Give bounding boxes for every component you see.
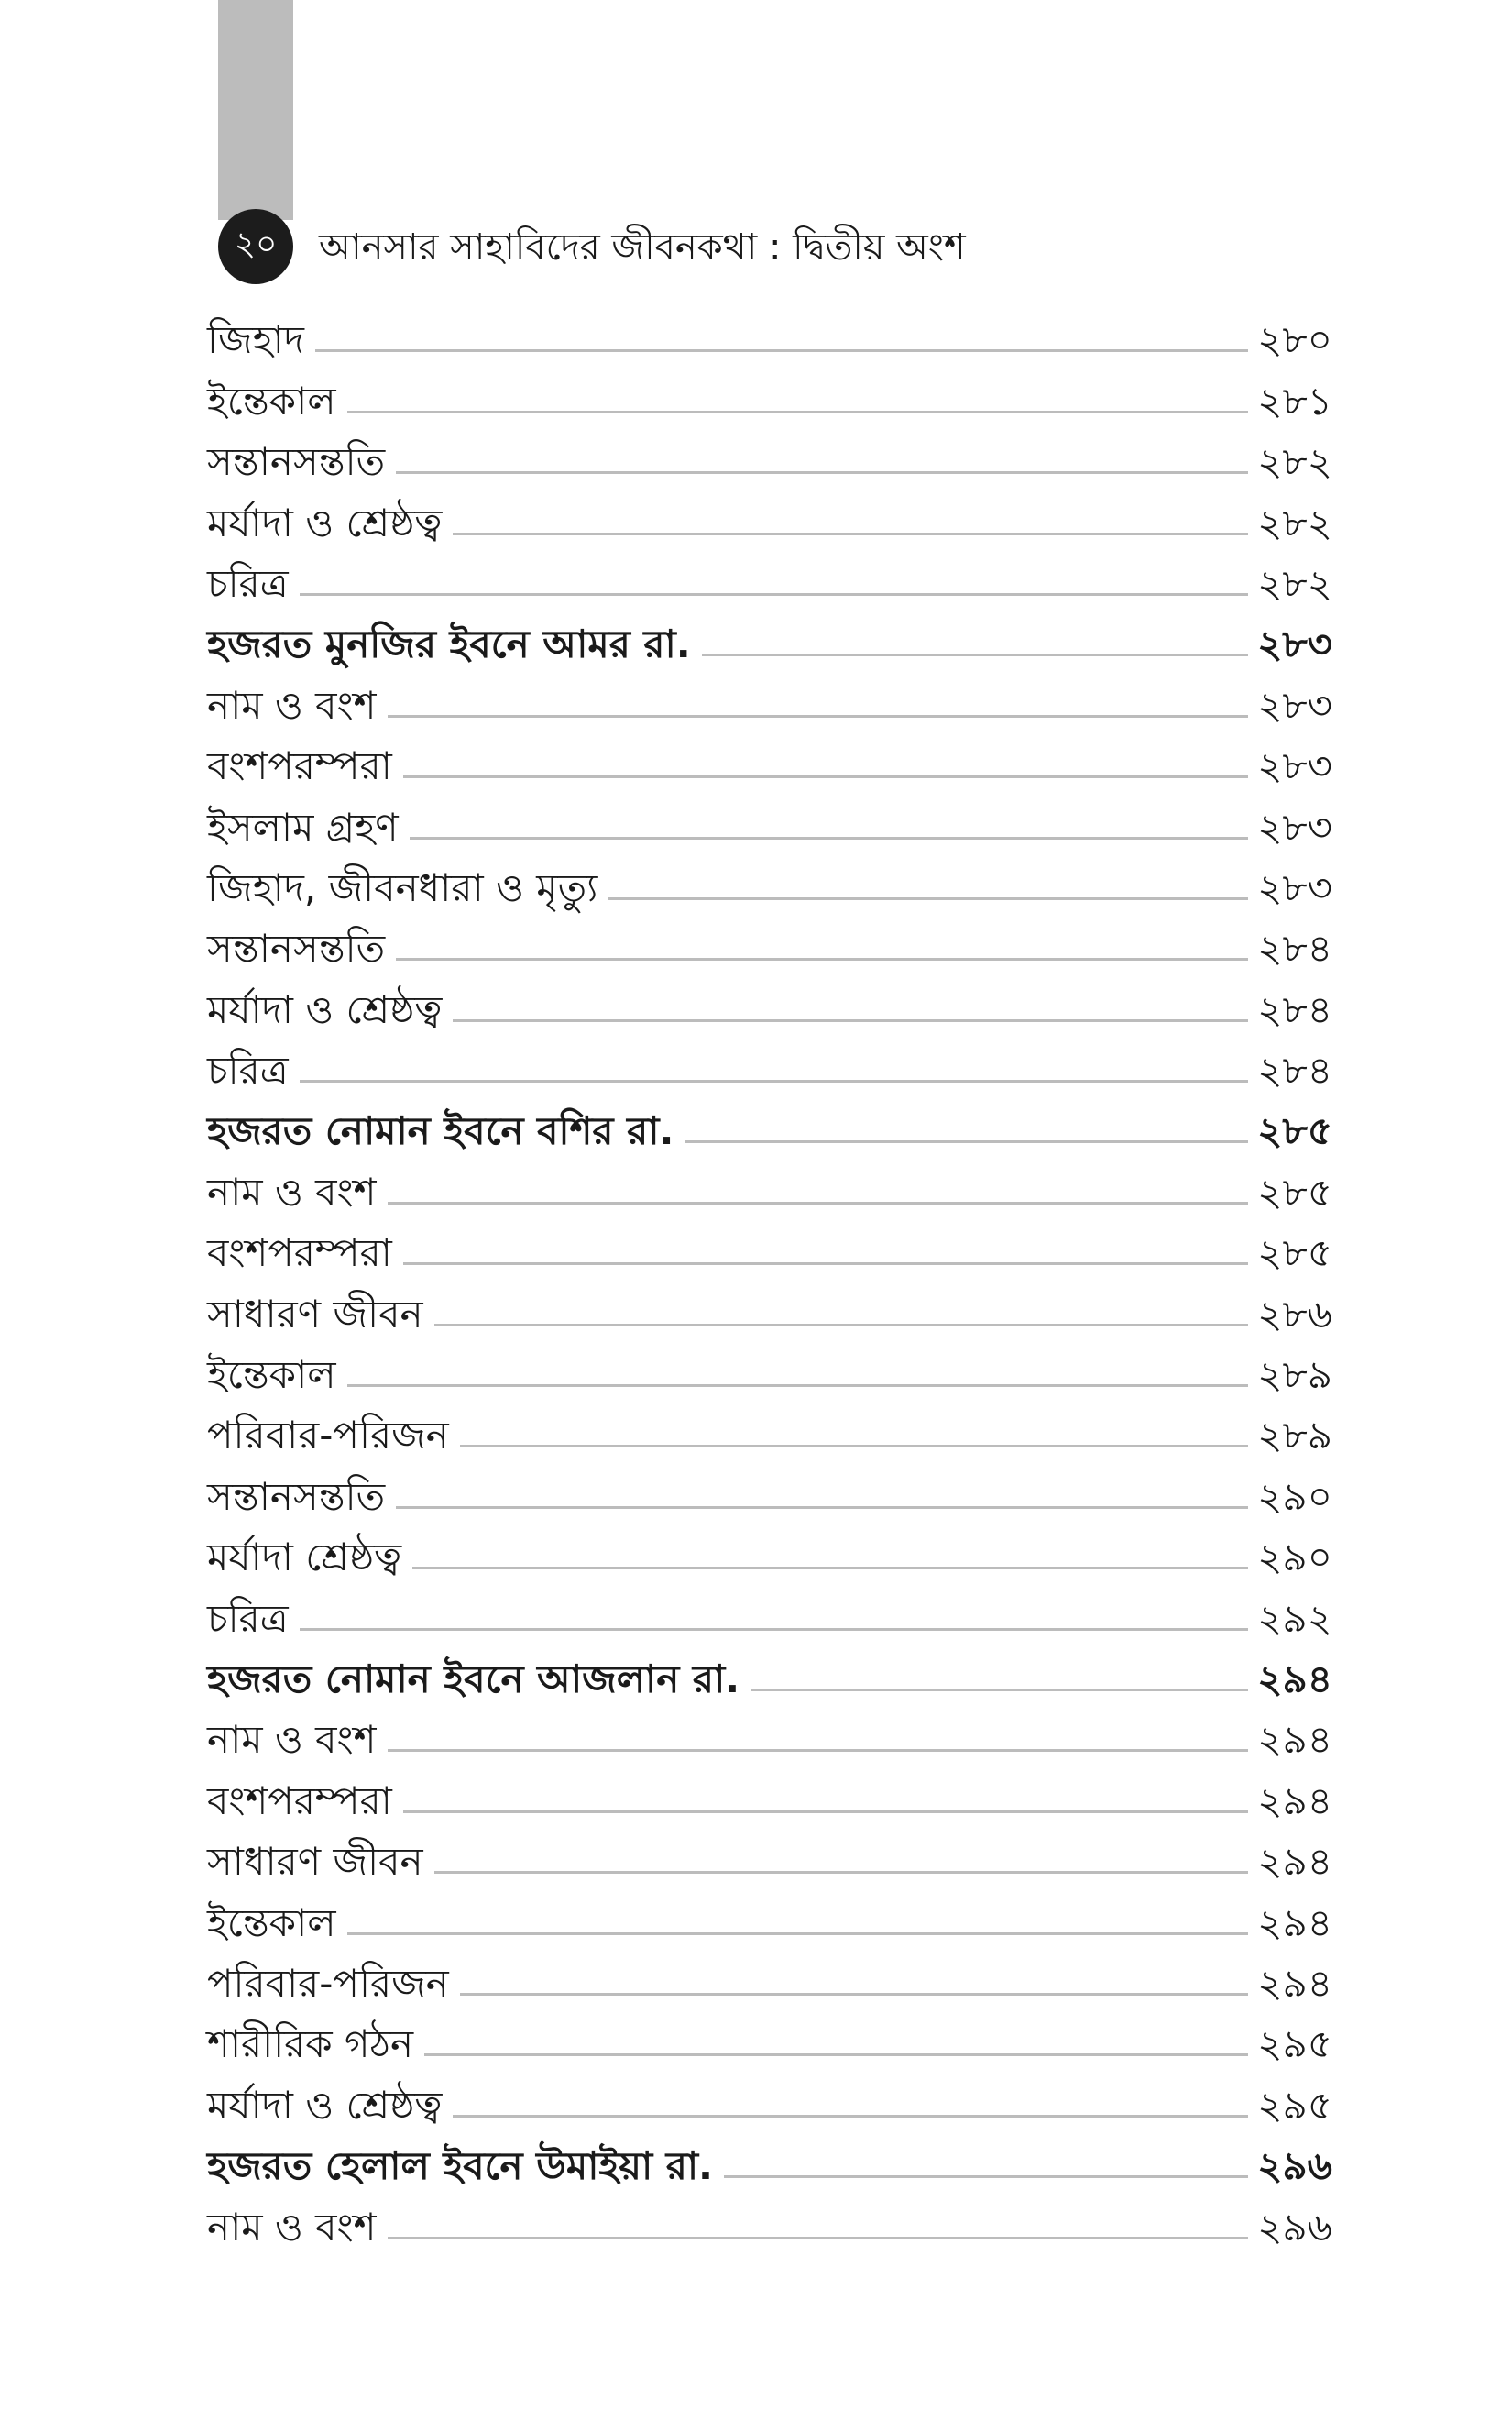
toc-heading-row[interactable] bbox=[207, 1642, 1332, 1702]
toc-entry-page: ২৮৩ bbox=[1257, 864, 1332, 910]
toc-entry-page: ২৮৫ bbox=[1257, 1108, 1332, 1154]
toc-entry-page: ২৯০ bbox=[1257, 1534, 1332, 1580]
toc-entry-page: ২৮৬ bbox=[1257, 1291, 1332, 1336]
table-of-contents bbox=[207, 302, 1332, 2250]
toc-entry-title: সন্তানসন্ততি bbox=[207, 439, 386, 485]
toc-entry-page: ২৮৯ bbox=[1257, 1352, 1332, 1398]
toc-entry-title: নাম ও বংশ bbox=[207, 1717, 377, 1763]
toc-row[interactable] bbox=[207, 1337, 1332, 1398]
toc-row[interactable] bbox=[207, 363, 1332, 424]
toc-row[interactable] bbox=[207, 1824, 1332, 1885]
toc-entry-title: হজরত নোমান ইবনে আজলান রা. bbox=[207, 1656, 740, 1701]
toc-leader-line bbox=[347, 1932, 1249, 1935]
toc-entry-page: ২৯৪ bbox=[1257, 1656, 1332, 1701]
toc-leader-line bbox=[460, 1993, 1248, 1996]
toc-entry-title: ইন্তেকাল bbox=[207, 1899, 336, 1945]
toc-entry-page: ২৮২ bbox=[1257, 500, 1332, 545]
toc-row[interactable] bbox=[207, 1398, 1332, 1458]
toc-row[interactable] bbox=[207, 1885, 1332, 1945]
toc-entry-title: মর্যাদা শ্রেষ্ঠত্ব bbox=[207, 1534, 402, 1580]
toc-entry-page: ২৯৪ bbox=[1257, 1839, 1332, 1885]
toc-leader-line bbox=[460, 1445, 1248, 1447]
toc-row[interactable] bbox=[207, 424, 1332, 485]
toc-entry-title: সাধারণ জীবন bbox=[207, 1291, 423, 1336]
toc-entry-page: ২৮৩ bbox=[1257, 804, 1332, 850]
toc-entry-page: ২৯৪ bbox=[1257, 1777, 1332, 1823]
toc-entry-page: ২৮৩ bbox=[1257, 622, 1332, 667]
toc-row[interactable] bbox=[207, 1216, 1332, 1276]
toc-entry-title: শারীরিক গঠন bbox=[207, 2021, 414, 2067]
toc-leader-line bbox=[396, 471, 1248, 474]
toc-row[interactable] bbox=[207, 1276, 1332, 1336]
toc-heading-row[interactable] bbox=[207, 1094, 1332, 1154]
toc-entry-page: ২৮০ bbox=[1257, 317, 1332, 363]
toc-entry-page: ২৯৬ bbox=[1257, 2204, 1332, 2250]
toc-leader-line bbox=[424, 2053, 1248, 2056]
toc-leader-line bbox=[702, 654, 1248, 656]
toc-entry-title: চরিত্র bbox=[207, 1595, 289, 1641]
toc-leader-line bbox=[347, 411, 1249, 413]
toc-row[interactable] bbox=[207, 546, 1332, 607]
toc-entry-title: ইন্তেকাল bbox=[207, 378, 336, 424]
toc-leader-line bbox=[434, 1871, 1249, 1874]
toc-leader-line bbox=[453, 533, 1248, 535]
toc-entry-title: হজরত মুনজির ইবনে আমর রা. bbox=[207, 622, 691, 667]
toc-leader-line bbox=[388, 2237, 1249, 2239]
toc-entry-page: ২৯৫ bbox=[1257, 2082, 1332, 2128]
toc-entry-title: ইসলাম গ্রহণ bbox=[207, 804, 399, 850]
toc-row[interactable] bbox=[207, 485, 1332, 545]
toc-row[interactable] bbox=[207, 1458, 1332, 1519]
toc-leader-line bbox=[403, 1262, 1248, 1265]
toc-leader-line bbox=[608, 897, 1248, 900]
toc-leader-line bbox=[396, 1506, 1248, 1509]
toc-row[interactable] bbox=[207, 302, 1332, 363]
toc-leader-line bbox=[685, 1140, 1248, 1143]
toc-leader-line bbox=[388, 1202, 1249, 1204]
toc-leader-line bbox=[453, 2115, 1248, 2118]
toc-heading-row[interactable] bbox=[207, 2128, 1332, 2189]
toc-entry-page: ২৮৫ bbox=[1257, 1169, 1332, 1215]
toc-entry-page: ২৮১ bbox=[1257, 378, 1332, 424]
toc-leader-line bbox=[453, 1019, 1248, 1022]
toc-entry-title: হজরত নোমান ইবনে বশির রা. bbox=[207, 1108, 674, 1154]
toc-entry-title: চরিত্র bbox=[207, 560, 289, 606]
toc-entry-page: ২৯২ bbox=[1257, 1595, 1332, 1641]
toc-entry-page: ২৮৫ bbox=[1257, 1230, 1332, 1276]
toc-entry-title: বংশপরম্পরা bbox=[207, 743, 392, 789]
toc-row[interactable] bbox=[207, 1763, 1332, 1823]
toc-row[interactable] bbox=[207, 789, 1332, 850]
toc-leader-line bbox=[724, 2175, 1248, 2178]
toc-entry-title: সন্তানসন্ততি bbox=[207, 1473, 386, 1519]
toc-leader-line bbox=[315, 349, 1248, 352]
toc-heading-row[interactable] bbox=[207, 607, 1332, 667]
toc-row[interactable] bbox=[207, 911, 1332, 972]
toc-row[interactable] bbox=[207, 851, 1332, 911]
toc-row[interactable] bbox=[207, 729, 1332, 789]
toc-entry-page: ২৯৪ bbox=[1257, 1960, 1332, 2006]
toc-entry-page: ২৮৪ bbox=[1257, 1048, 1332, 1094]
toc-entry-title: পরিবার-পরিজন bbox=[207, 1960, 449, 2006]
toc-row[interactable] bbox=[207, 972, 1332, 1032]
toc-entry-page: ২৮২ bbox=[1257, 439, 1332, 485]
toc-leader-line bbox=[300, 593, 1248, 596]
toc-entry-title: মর্যাদা ও শ্রেষ্ঠত্ব bbox=[207, 500, 443, 545]
toc-entry-page: ২৯৫ bbox=[1257, 2021, 1332, 2067]
side-tab-decoration bbox=[218, 0, 293, 220]
toc-leader-line bbox=[434, 1324, 1249, 1326]
toc-entry-page: ২৯০ bbox=[1257, 1473, 1332, 1519]
toc-entry-page: ২৮৩ bbox=[1257, 682, 1332, 728]
toc-leader-line bbox=[388, 1749, 1249, 1752]
toc-row[interactable] bbox=[207, 2067, 1332, 2128]
toc-leader-line bbox=[751, 1688, 1248, 1691]
toc-leader-line bbox=[388, 715, 1249, 718]
toc-row[interactable] bbox=[207, 1702, 1332, 1763]
toc-entry-page: ২৯৪ bbox=[1257, 1899, 1332, 1945]
toc-entry-title: মর্যাদা ও শ্রেষ্ঠত্ব bbox=[207, 986, 443, 1032]
toc-row[interactable] bbox=[207, 1154, 1332, 1215]
toc-leader-line bbox=[412, 1567, 1248, 1569]
page-number-badge: ২০ bbox=[218, 209, 293, 284]
toc-entry-title: সাধারণ জীবন bbox=[207, 1839, 423, 1885]
toc-row[interactable] bbox=[207, 667, 1332, 728]
running-head: আনসার সাহাবিদের জীবনকথা : দ্বিতীয় অংশ bbox=[319, 226, 966, 269]
toc-entry-page: ২৮২ bbox=[1257, 560, 1332, 606]
toc-entry-title: চরিত্র bbox=[207, 1048, 289, 1094]
toc-leader-line bbox=[410, 837, 1248, 840]
toc-entry-title: নাম ও বংশ bbox=[207, 682, 377, 728]
toc-row[interactable] bbox=[207, 1033, 1332, 1094]
toc-row[interactable] bbox=[207, 2189, 1332, 2250]
toc-row[interactable] bbox=[207, 2007, 1332, 2067]
toc-entry-title: হজরত হেলাল ইবনে উমাইয়া রা. bbox=[207, 2143, 714, 2189]
toc-entry-title: পরিবার-পরিজন bbox=[207, 1413, 449, 1458]
toc-entry-page: ২৮৪ bbox=[1257, 986, 1332, 1032]
toc-row[interactable] bbox=[207, 1520, 1332, 1580]
toc-entry-title: বংশপরম্পরা bbox=[207, 1230, 392, 1276]
toc-row[interactable] bbox=[207, 1580, 1332, 1641]
toc-entry-page: ২৯৬ bbox=[1257, 2143, 1332, 2189]
toc-entry-page: ২৯৪ bbox=[1257, 1717, 1332, 1763]
toc-entry-title: ইন্তেকাল bbox=[207, 1352, 336, 1398]
toc-leader-line bbox=[403, 1810, 1248, 1813]
toc-row[interactable] bbox=[207, 1946, 1332, 2007]
toc-leader-line bbox=[347, 1384, 1249, 1387]
toc-entry-title: জিহাদ bbox=[207, 317, 304, 363]
toc-leader-line bbox=[396, 958, 1248, 961]
toc-leader-line bbox=[300, 1628, 1248, 1631]
toc-entry-page: ২৮৪ bbox=[1257, 926, 1332, 972]
toc-leader-line bbox=[403, 776, 1248, 778]
toc-entry-title: নাম ও বংশ bbox=[207, 1169, 377, 1215]
toc-entry-title: জিহাদ, জীবনধারা ও মৃত্যু bbox=[207, 864, 598, 910]
toc-entry-title: বংশপরম্পরা bbox=[207, 1777, 392, 1823]
toc-entry-title: মর্যাদা ও শ্রেষ্ঠত্ব bbox=[207, 2082, 443, 2128]
toc-leader-line bbox=[300, 1080, 1249, 1083]
toc-entry-title: সন্তানসন্ততি bbox=[207, 926, 386, 972]
toc-entry-page: ২৮৯ bbox=[1257, 1413, 1332, 1458]
toc-entry-page: ২৮৩ bbox=[1257, 743, 1332, 789]
toc-entry-title: নাম ও বংশ bbox=[207, 2204, 377, 2250]
